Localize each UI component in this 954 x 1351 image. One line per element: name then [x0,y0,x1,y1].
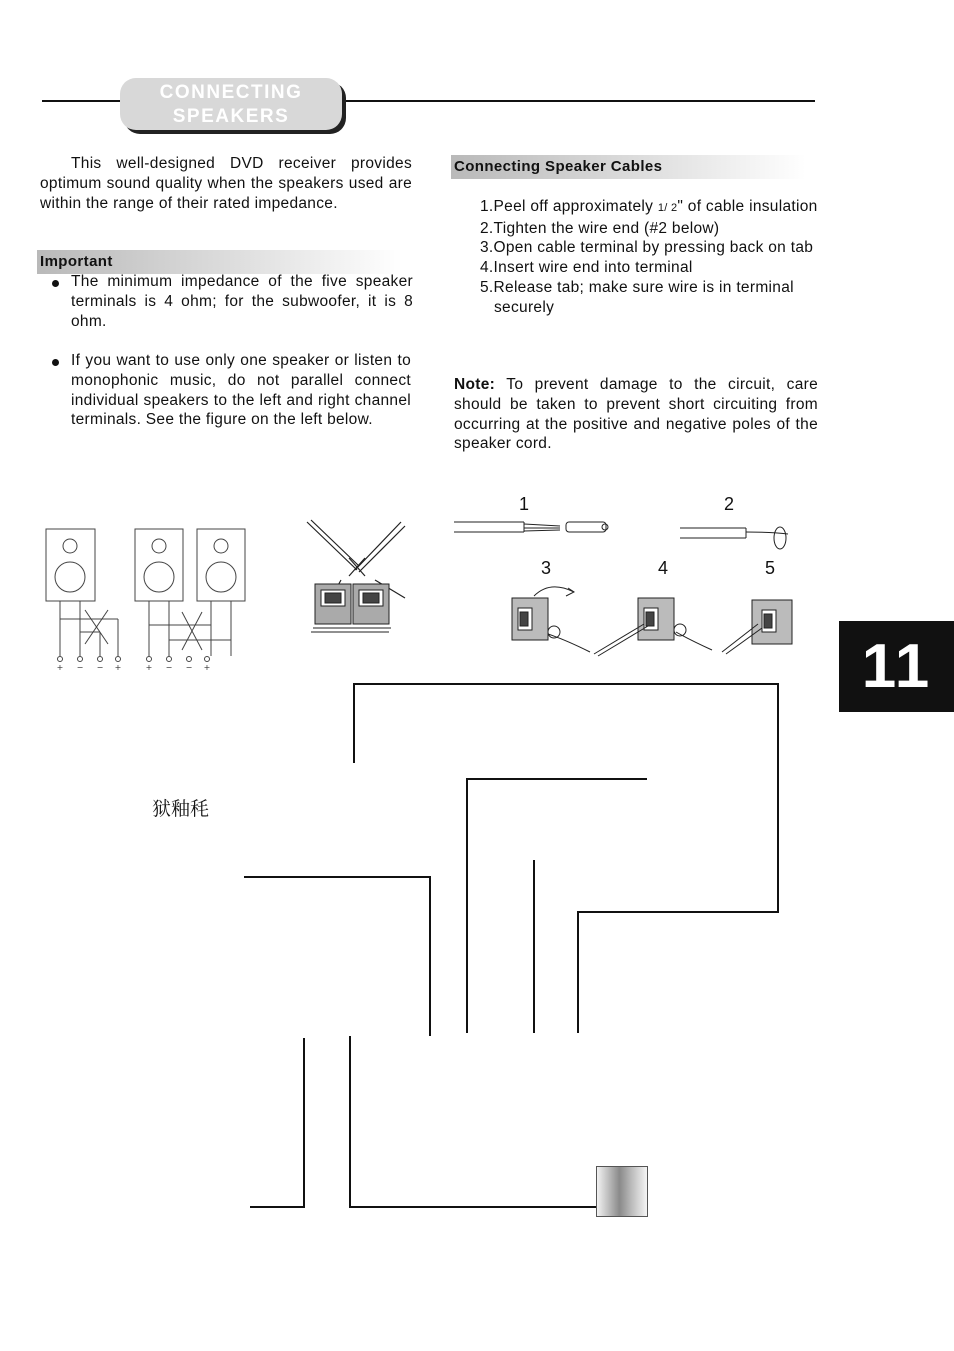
cables-heading: Connecting Speaker Cables [451,155,806,179]
frame-line [349,1206,597,1208]
speaker-cabinet [46,529,95,601]
cable-steps-list [480,197,830,317]
speaker-cabinet [135,529,183,601]
figure-label-2: 2 [724,494,735,514]
note-text: To prevent damage to the circuit, care should be taken to prevent short circuiting from occurring at the positive and negative poles of the speaker cord. [454,376,818,453]
frame-line [466,778,647,780]
terminal-sign: − [76,663,84,672]
important-bullet-2: If you want to use only one speaker or listen to monophonic music, do not parallel connect individual speakers to the left and right channel terminals. See the figure on the left below. [71,352,411,429]
figure-label-3: 3 [541,558,552,578]
section-title-line2: SPEAKERS [172,106,290,127]
cable-step-4: 4.Insert wire end into terminal [480,259,693,277]
cable-step-3: 3.Open cable terminal by pressing back on tab [480,239,814,257]
fraction-half: 1/ 2 [657,202,678,214]
frame-line [577,911,579,1033]
header-rule-left [42,100,122,102]
important-heading: Important [37,250,402,274]
tweeter [214,539,228,553]
header-rule-right [344,100,815,102]
speaker-wiring-figure [40,520,255,675]
cable-step-2: 2.Tighten the wire end (#2 below) [480,219,720,237]
frame-line [349,1036,351,1208]
figure-label-1: 1 [519,494,530,514]
intro-paragraph: This well-designed DVD receiver provides optimum sound quality when the speakers used are within the range of their rated impedance. [40,155,412,212]
figure-label-4: 4 [658,558,669,578]
bullet-dot [52,280,59,287]
terminal-sign: + [114,663,122,672]
frame-line [466,778,468,1033]
woofer [206,562,236,592]
tweeter [152,539,166,553]
cable-step-5: 5.Release tab; make sure wire is in terminal securely [480,278,794,316]
frame-line [777,683,779,913]
garbled-text: 狱釉秏 [152,798,210,820]
section-title-line1: CONNECTING [159,82,303,103]
woofer [55,562,85,592]
bullet-dot [52,359,59,366]
cable-step-1: 1.Peel off approximately 1/ 2" of cable insulation [480,198,818,215]
frame-line [429,876,431,1036]
terminal-sign: − [185,663,193,672]
terminal-sign: − [165,663,173,672]
speaker-cabinet [197,529,245,601]
frame-line [244,876,430,878]
frame-line [533,860,535,1033]
important-bullet-1: The minimum impedance of the five speaker terminals is 4 ohm; for the subwoofer, it is 8 ohm. [71,273,413,330]
frame-line [353,683,779,685]
frame-line [303,1038,305,1208]
note-label: Note: [454,376,496,393]
woofer [144,562,174,592]
chapter-number-tab: 11 [839,621,954,712]
terminal-sign: + [145,663,153,672]
figure-label-5: 5 [765,558,776,578]
gradient-block [596,1166,648,1217]
frame-line [353,683,355,763]
frame-line [577,911,779,913]
frame-line [250,1206,305,1208]
cable-step-figure [450,488,810,660]
section-title-tab [120,78,342,130]
terminal-sign: + [203,663,211,672]
tweeter [63,539,77,553]
note-paragraph [454,375,818,454]
terminal-sign: + [56,663,64,672]
terminal-sign: − [96,663,104,672]
parallel-warning-figure [305,518,411,636]
